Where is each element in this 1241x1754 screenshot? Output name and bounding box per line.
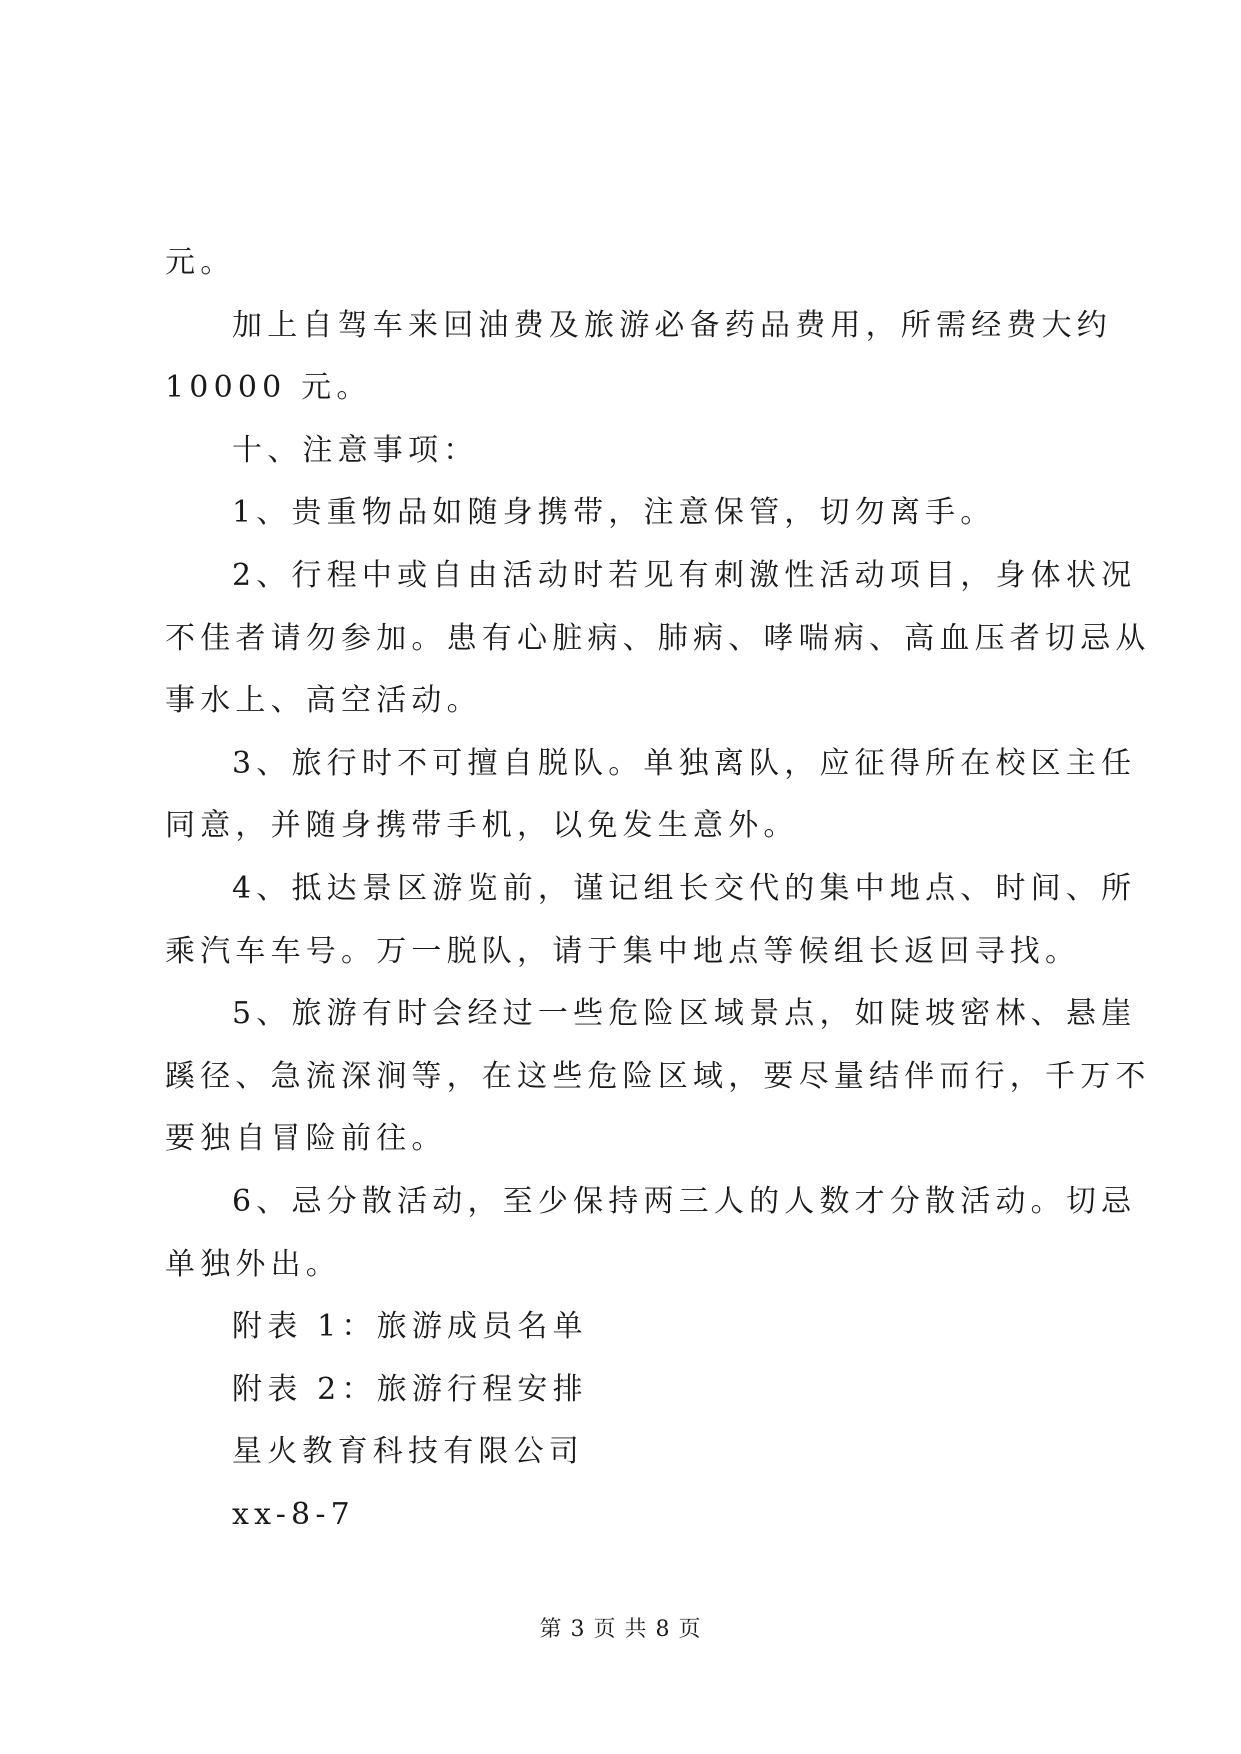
text-line: 2、行程中或自由活动时若见有刺激性活动项目，身体状况 (232, 557, 1137, 593)
document-body (165, 232, 1151, 1546)
text-line: 乘汽车车号。万一脱队，请于集中地点等候组长返回寻找。 (165, 933, 1081, 969)
text-line: 6、忌分散活动，至少保持两三人的人数才分散活动。切忌 (232, 1183, 1137, 1219)
attachment-line: 附表 1：旅游成员名单 (232, 1309, 588, 1345)
signature-date: xx-8-7 (232, 1496, 355, 1532)
text-line: 要独自冒险前往。 (165, 1121, 447, 1157)
text-line: 4、抵达景区游览前，谨记组长交代的集中地点、时间、所 (232, 870, 1137, 906)
signature-company: 星火教育科技有限公司 (232, 1434, 584, 1470)
attachment-line: 附表 2：旅游行程安排 (232, 1371, 588, 1407)
text-line: 1、贵重物品如随身携带，注意保管，切勿离手。 (232, 495, 996, 531)
text-line: 单独外出。 (165, 1246, 341, 1282)
text-line: 加上自驾车来回油费及旅游必备药品费用，所需经费大约 (232, 307, 1112, 343)
text-line: 不佳者请勿参加。患有心脏病、肺病、哮喘病、高血压者切忌从 (165, 620, 1151, 656)
text-line: 3、旅行时不可擅自脱队。单独离队，应征得所在校区主任 (232, 745, 1137, 781)
text-line: 5、旅游有时会经过一些危险区域景点，如陡坡密林、悬崖 (232, 996, 1137, 1032)
page-indicator: 第 3 页 共 8 页 (539, 1617, 702, 1642)
section-heading: 十、注意事项： (232, 432, 479, 468)
text-line: 蹊径、急流深涧等，在这些危险区域，要尽量结伴而行，千万不 (165, 1058, 1151, 1094)
text-line: 10000 元。 (165, 370, 372, 406)
text-line: 同意，并随身携带手机，以免发生意外。 (165, 808, 799, 844)
page-footer (0, 1612, 1241, 1643)
text-line: 事水上、高空活动。 (165, 683, 482, 719)
text-line: 元。 (165, 245, 236, 280)
